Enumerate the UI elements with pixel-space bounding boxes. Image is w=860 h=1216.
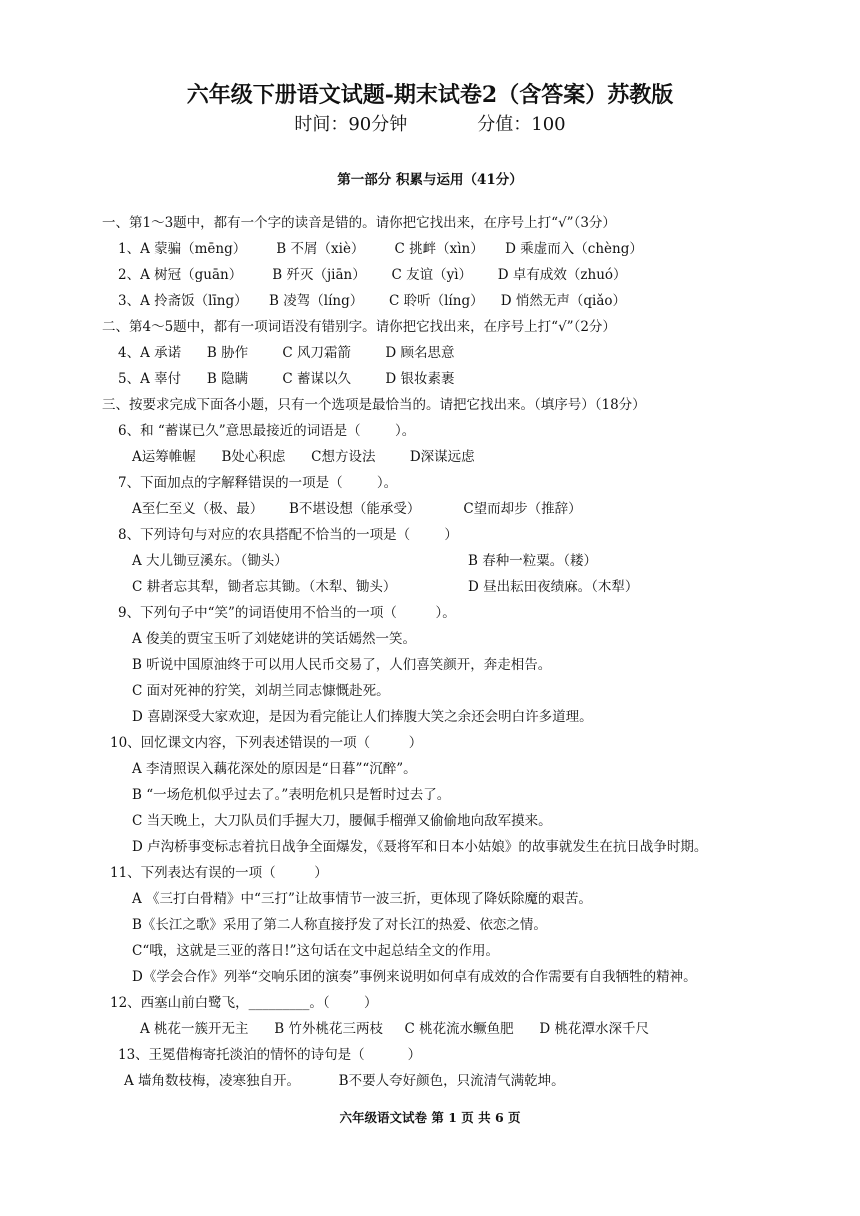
question-10-option-b: B “一场危机似乎过去了。”表明危机只是暂时过去了。: [132, 787, 451, 803]
question-10-option-d: D 卢沟桥事变标志着抗日战争全面爆发，《聂将军和日本小姑娘》的故事就发生在抗日战争时期。: [132, 839, 708, 855]
question-8: 8、下列诗句与对应的农具搭配不恰当的一项是（ ）: [118, 527, 458, 543]
section-heading-3: 三、按要求完成下面各小题，只有一个选项是最恰当的。请把它找出来。（填序号）（18分）: [102, 397, 646, 413]
question-12-options: A 桃花一簇开无主 B 竹外桃花三两枝 C 桃花流水鳜鱼肥 D 桃花潭水深千尺: [140, 1021, 649, 1037]
question-11-option-c: C“哦，这就是三亚的落日!”这句话在文中起总结全文的作用。: [132, 943, 500, 959]
question-1: 1、A 蒙骗（mēng） B 不屑（xiè） C 挑衅（xìn） D 乘虚而入（chèng）: [118, 241, 643, 257]
question-4: 4、A 承诺 B 胁作 C 风刀霜箭 D 顾名思意: [118, 345, 455, 361]
question-13: 13、王冕借梅寄托淡泊的情怀的诗句是（ ）: [118, 1047, 422, 1063]
question-11: 11、下列表达有误的一项（ ）: [110, 865, 328, 881]
document-title: 六年级下册语文试题-期末试卷2（含答案）苏教版: [186, 82, 674, 108]
question-7: 7、下面加点的字解释错误的一项是（ ）。: [118, 475, 398, 491]
question-13-options: A 墙角数枝梅，凌寒独自开。 B不要人夸好颜色，只流清气满乾坤。: [124, 1073, 565, 1089]
exam-meta: [0, 112, 860, 138]
question-9-option-b: B 听说中国原油终于可以用人民币交易了，人们喜笑颜开，奔走相告。: [132, 657, 552, 673]
question-9-option-c: C 面对死神的狞笑，刘胡兰同志慷慨赴死。: [132, 683, 390, 699]
question-11-option-a: A 《三打白骨精》中“三打”让故事情节一波三折，更体现了降妖除魔的艰苦。: [132, 891, 592, 907]
question-9: 9、下列句子中“笑”的词语使用不恰当的一项（ ）。: [118, 605, 456, 621]
question-9-option-a: A 俊美的贾宝玉听了刘姥姥讲的笑话嫣然一笑。: [132, 631, 417, 647]
question-11-option-b: B《长江之歌》采用了第二人称直接抒发了对长江的热爱、依恋之情。: [132, 917, 547, 933]
section-heading-1: 一、第1～3题中，都有一个字的读音是错的。请你把它找出来，在序号上打“√”（3分）: [102, 215, 616, 231]
question-6: 6、和 “蓄谋已久”意思最接近的词语是（ ）。: [118, 423, 416, 439]
question-8-option-c: C 耕者忘其犁，锄者忘其锄。（木犁、锄头）: [132, 579, 397, 595]
question-2: 2、A 树冠（guān） B 歼灭（jiān） C 友谊（yì） D 卓有成效（zhuó）: [118, 267, 627, 283]
section-heading-2: 二、第4～5题中，都有一项词语没有错别字。请你把它找出来，在序号上打“√”（2分）: [102, 319, 616, 335]
question-6-options: A运筹帷幄 B处心积虑 C想方设法 D深谋远虑: [132, 449, 475, 465]
question-8-option-d: D 昼出耘田夜绩麻。（木犁）: [468, 579, 639, 595]
question-10-option-a: A 李清照误入藕花深处的原因是“日暮”“沉醉”。: [132, 761, 417, 777]
time-limit: 时间：90分钟: [294, 114, 408, 135]
question-11-option-d: D《学会合作》列举“交响乐团的演奏”事例来说明如何卓有成效的合作需要有自我牺牲的精神。: [132, 969, 697, 985]
question-8-option-a: A 大儿锄豆溪东。（锄头）: [132, 553, 288, 569]
total-score: 分值：100: [477, 114, 566, 135]
question-5: 5、A 辜付 B 隐瞒 C 蓄谋以久 D 银妆素裹: [118, 371, 455, 387]
question-7-options: A至仁至义（极、最） B不堪设想（能承受） C望而却步（推辞）: [132, 501, 582, 517]
question-10-option-c: C 当天晚上，大刀队员们手握大刀，腰佩手榴弹又偷偷地向敌军摸来。: [132, 813, 552, 829]
question-10: 10、回忆课文内容，下列表述错误的一项（ ）: [110, 735, 423, 751]
question-9-option-d: D 喜剧深受大家欢迎，是因为看完能让人们捧腹大笑之余还会明白许多道理。: [132, 709, 593, 725]
question-8-option-b: B 春种一粒粟。（耧）: [468, 553, 597, 569]
page-footer: 六年级语文试卷 第 1 页 共 6 页: [339, 1110, 521, 1125]
question-3: 3、A 拎斋饭（līng） B 凌驾（líng） C 聆听（líng） D 悄然无声（qiǎo）: [118, 293, 626, 309]
part-heading: 第一部分 积累与运用（41分）: [337, 172, 523, 188]
question-12: 12、西塞山前白鹭飞，_________。（ ）: [110, 995, 378, 1011]
